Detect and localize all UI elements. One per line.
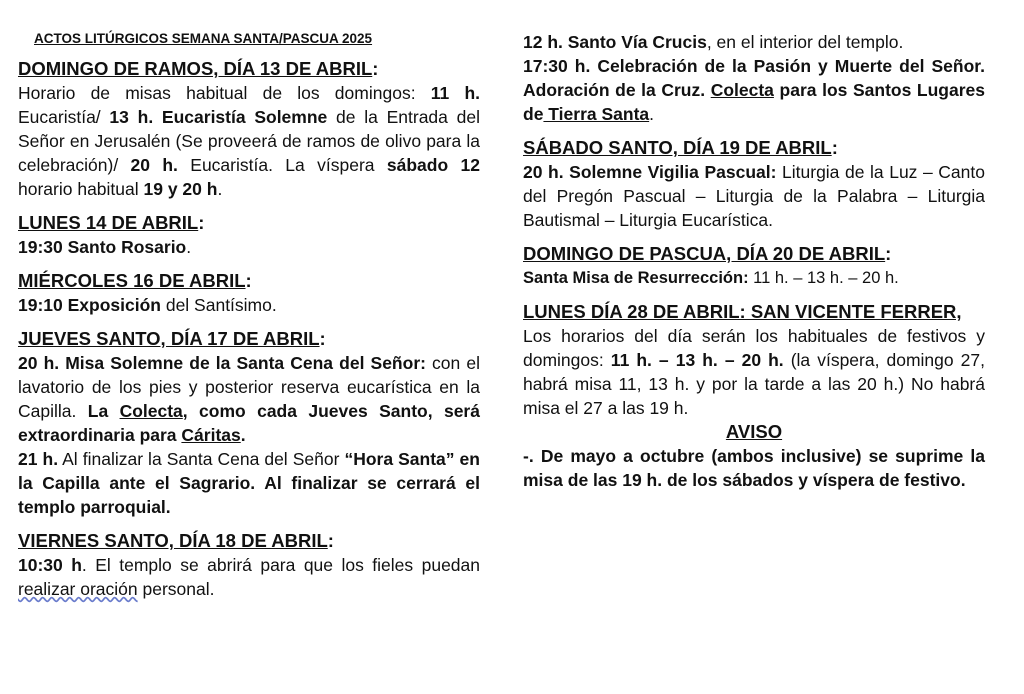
section-heading-lunes-28: LUNES DÍA 28 DE ABRIL: SAN VICENTE FERRER,	[523, 301, 962, 322]
right-column	[523, 30, 985, 492]
section-heading-viernes: VIERNES SANTO, DÍA 18 DE ABRIL:	[18, 530, 334, 551]
aviso-body: -. De mayo a octubre (ambos inclusive) se suprime la misa de las 19 h. de los sábados y víspera de festivo.	[523, 446, 985, 490]
section-body-hora-santa: 21 h. Al finalizar la Santa Cena del Señor “Hora Santa” en la Capilla ante el Sagrario. Al finalizar se cerrará el templo parroquial.	[18, 449, 480, 517]
section-heading-jueves: JUEVES SANTO, DÍA 17 DE ABRIL:	[18, 328, 326, 349]
section-body-jueves: 20 h. Misa Solemne de la Santa Cena del Señor: con el lavatorio de los pies y posterior reserva eucarística en la Capilla. La Colecta, como cada Jueves Santo, será extraordinaria para Cáritas.	[18, 353, 480, 445]
section-body-pasion: 17:30 h. Celebración de la Pasión y Muerte del Señor. Adoración de la Cruz. Colecta para los Santos Lugares de Tierra Santa.	[523, 56, 985, 124]
section-body-miercoles: 19:10 Exposición del Santísimo.	[18, 295, 277, 315]
section-body-via-crucis: 12 h. Santo Vía Crucis, en el interior del templo.	[523, 32, 904, 52]
left-column	[18, 0, 480, 601]
section-heading-ramos: DOMINGO DE RAMOS, DÍA 13 DE ABRIL:	[18, 58, 379, 79]
section-body-lunes-14: 19:30 Santo Rosario.	[18, 237, 192, 257]
section-heading-sabado: SÁBADO SANTO, DÍA 19 DE ABRIL:	[523, 137, 838, 158]
section-body-ramos: Horario de misas habitual de los domingos: 11 h. Eucaristía/ 13 h. Eucaristía Solemne de la Entrada del Señor en Jerusalén (Se proveerá de ramos de olivo para la celebración)/ 20 h. Eucaristía. La víspera sábado 12 horario habitual 19 y 20 h.	[18, 83, 480, 199]
section-heading-pascua: DOMINGO DE PASCUA, DÍA 20 DE ABRIL:	[523, 243, 892, 264]
section-body-lunes-28: Los horarios del día serán los habituales de festivos y domingos: 11 h. – 13 h. – 20 h. (la víspera, domingo 27, habrá misa 11, 13 h. y por la tarde a las 20 h.) No habrá misa el 27 a las 19 h.	[523, 326, 986, 418]
document-title: ACTOS LITÚRGICOS SEMANA SANTA/PASCUA 2025	[34, 31, 373, 46]
section-heading-lunes-14: LUNES 14 DE ABRIL:	[18, 212, 205, 233]
section-body-viernes: 10:30 h. El templo se abrirá para que los fieles puedan realizar oración personal.	[18, 555, 480, 599]
section-body-pascua: Santa Misa de Resurrección: 11 h. – 13 h. – 20 h.	[523, 269, 899, 287]
section-heading-miercoles: MIÉRCOLES 16 DE ABRIL:	[18, 270, 252, 291]
section-body-sabado: 20 h. Solemne Vigilia Pascual: Liturgia de la Luz – Canto del Pregón Pascual – Liturgia de la Palabra – Liturgia Bautismal – Liturgia Eucarística.	[523, 162, 985, 230]
aviso-heading: AVISO	[725, 421, 783, 442]
